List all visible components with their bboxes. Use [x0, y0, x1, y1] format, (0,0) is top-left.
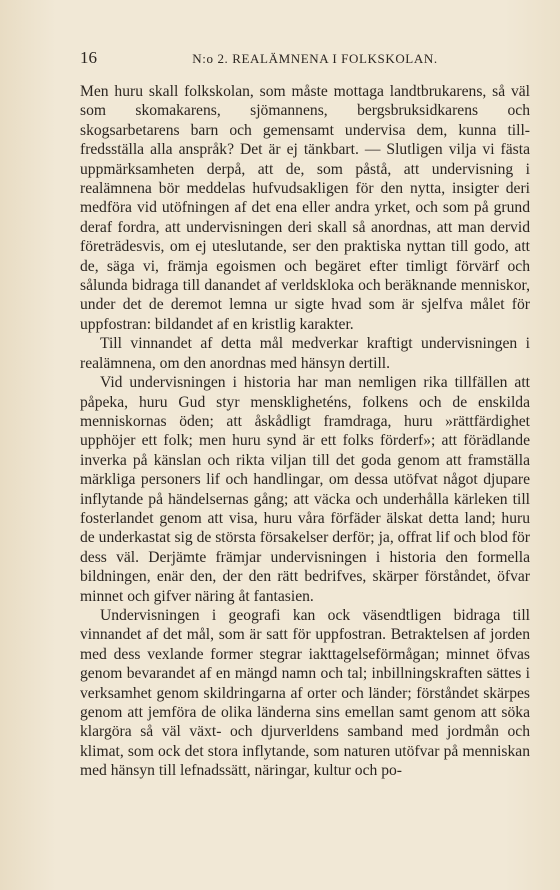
paragraph: Till vinnandet af detta mål medverkar kraftigt undervisningen i realämnena, om den anordnas med hänsyn dertill. [80, 335, 530, 372]
paragraph: Undervisningen i geografi kan ock väsendtligen bidraga till vinnandet af det mål, som är satt för uppfostran. Betraktelsen af jorden med dess vexlande former stegrar iakttagelseförmågan; minnet öfvas genom bevarandet af en mängd namn och tal; inbillningskraften sättes i verksamhet genom skildringarna af orter och länder; förståndet skärpes genom att jemföra de olika länderna sins emellan samt genom att söka klargöra så väl växt- och djurverldens samband med jordmån och klimat, som ock det stora inflytande, som naturen utöfvar på menniskan med hänsyn till lefnadssätt, näringar, kultur och po- [80, 606, 530, 780]
body-text [80, 82, 530, 781]
running-head [80, 48, 530, 74]
paragraph: Vid undervisningen i historia har man nemligen rika tillfällen att påpeka, huru Gud styr menskligheténs, folkens och de enskilda menniskornas öden; att åskådligt framdraga, huru »rättfärdighet upphöjer ett folk; men huru synd är ett folks förderf»; att förädlande inverka på känslan och rikta viljan till det goda genom att framställa märkliga personers lif och handlingar, om dessa utöfvat något djupare inflytande på händelsernas gång; att väcka och underhålla kärleken till fosterlandet genom att visa, huru våra förfäder älskat detta land; huru de underkastat sig de största försakelser derför; ja, offrat lif och blod för dess väl. Derjämte främjar undervisningen i historia den formella bildningen, enär den, der den rätt bedrifves, skärper förståndet, öfvar minnet och gifver näring åt fantasien. [80, 374, 530, 605]
running-head-title: N:o 2. REALÄMNENA I FOLKSKOLAN. [192, 51, 438, 66]
paragraph: Men huru skall folkskolan, som måste mottaga landtbrukarens, så väl som skomakarens, sjömannens, bergsbruksidkarens och skogsarbetarens barn och gemensamt undervisa dem, kunna tillfredsställa alla anspråk? Det är ej tänkbart. — Slutligen vilja vi fästa uppmärksamheten derpå, att de, som påstå, att undervisning i realämnena bör meddelas hufvudsakligen för den nytta, insigter deri medföra vid utöfningen af det ena eller andra yrket, och som på grund deraf fordra, att undervisningen deri skall så anordnas, att man dervid företrädesvis, om ej uteslutande, ser den praktiska nyttan till godo, att de, säga vi, främja egoismen och begäret efter timligt förvärf och sålunda bidraga till danandet af verldskloka och beräknande menniskor, under det de deremot lemna ur sigte hvad som är sjelfva målet för uppfostran: bildandet af en kristlig karakter. [80, 83, 530, 333]
page-number: 16 [80, 48, 97, 67]
